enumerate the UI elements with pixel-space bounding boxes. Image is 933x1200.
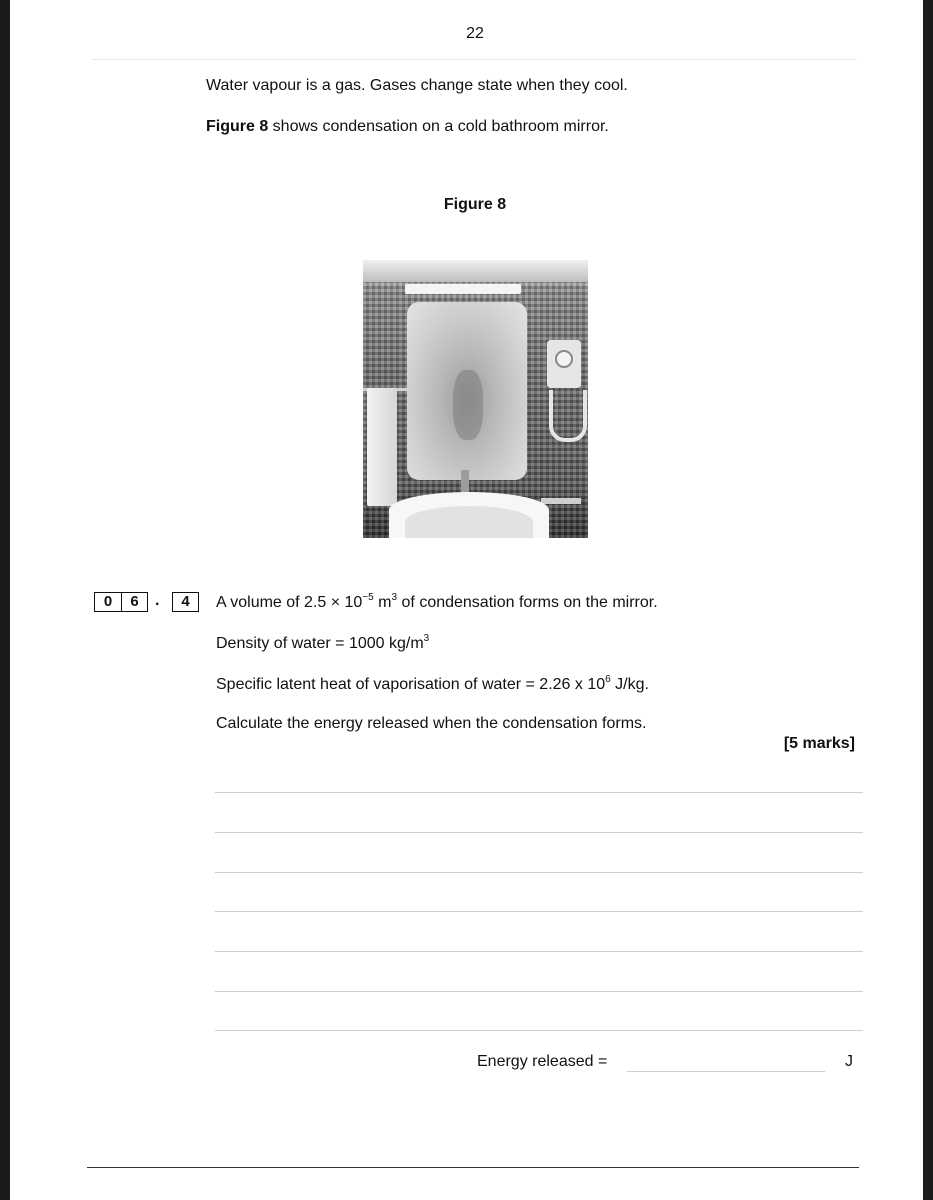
volume-statement xyxy=(216,593,658,613)
question-digit-1: 0 xyxy=(103,593,113,610)
energy-released-label: Energy released = xyxy=(477,1053,608,1070)
hair-dryer-nozzle xyxy=(555,350,573,368)
footer-divider xyxy=(87,1167,859,1168)
figure-caption: Figure 8 xyxy=(443,196,507,213)
question-separator: . xyxy=(155,592,160,609)
towel xyxy=(367,388,397,506)
page-number: 22 xyxy=(466,25,484,42)
answer-line[interactable] xyxy=(215,951,863,952)
latent-heat-exponent: 6 xyxy=(605,674,611,685)
marks-label: [5 marks] xyxy=(783,735,855,752)
bathroom-mirror-photo xyxy=(363,260,588,538)
left-page-edge xyxy=(0,0,10,1200)
question-part-box xyxy=(172,592,199,612)
density-statement xyxy=(216,634,429,654)
density-text: Density of water = 1000 kg/m xyxy=(216,635,424,652)
figure-reference: Figure 8 xyxy=(206,118,269,135)
volume-exponent: −5 xyxy=(362,592,374,603)
intro-line-2-text: shows condensation on a cold bathroom mirror. xyxy=(268,118,609,135)
answer-line[interactable] xyxy=(215,1030,863,1031)
energy-unit: J xyxy=(845,1053,853,1070)
volume-text-end: of condensation forms on the mirror. xyxy=(397,594,658,611)
volume-unit-exponent: 3 xyxy=(391,592,398,603)
density-exponent: 3 xyxy=(423,633,430,644)
mirror-light xyxy=(405,284,521,294)
energy-answer-blank[interactable] xyxy=(627,1071,825,1072)
hair-dryer-hose xyxy=(549,390,587,442)
answer-line[interactable] xyxy=(215,911,863,912)
latent-heat-unit: J/kg. xyxy=(610,676,649,693)
soap-shelf xyxy=(541,498,581,504)
ceiling xyxy=(363,260,588,282)
answer-line[interactable] xyxy=(215,872,863,873)
question-number-box xyxy=(94,592,148,612)
answer-line[interactable] xyxy=(215,991,863,992)
reflection-blur xyxy=(453,370,483,440)
header-divider xyxy=(92,59,857,60)
volume-text: A volume of 2.5 × 10 xyxy=(216,594,363,611)
question-instruction: Calculate the energy released when the condensation forms. xyxy=(216,715,647,732)
latent-heat-text: Specific latent heat of vaporisation of water = 2.26 x 10 xyxy=(216,676,606,693)
intro-line-2 xyxy=(206,117,609,137)
question-digit-2: 6 xyxy=(121,593,147,611)
volume-unit: m xyxy=(373,594,392,611)
question-part-digit: 4 xyxy=(181,593,190,610)
intro-line-1: Water vapour is a gas. Gases change state when they cool. xyxy=(206,77,628,94)
right-page-edge xyxy=(923,0,933,1200)
latent-heat-statement xyxy=(216,675,649,695)
answer-line[interactable] xyxy=(215,832,863,833)
sink-basin xyxy=(405,506,533,538)
answer-line[interactable] xyxy=(215,792,863,793)
